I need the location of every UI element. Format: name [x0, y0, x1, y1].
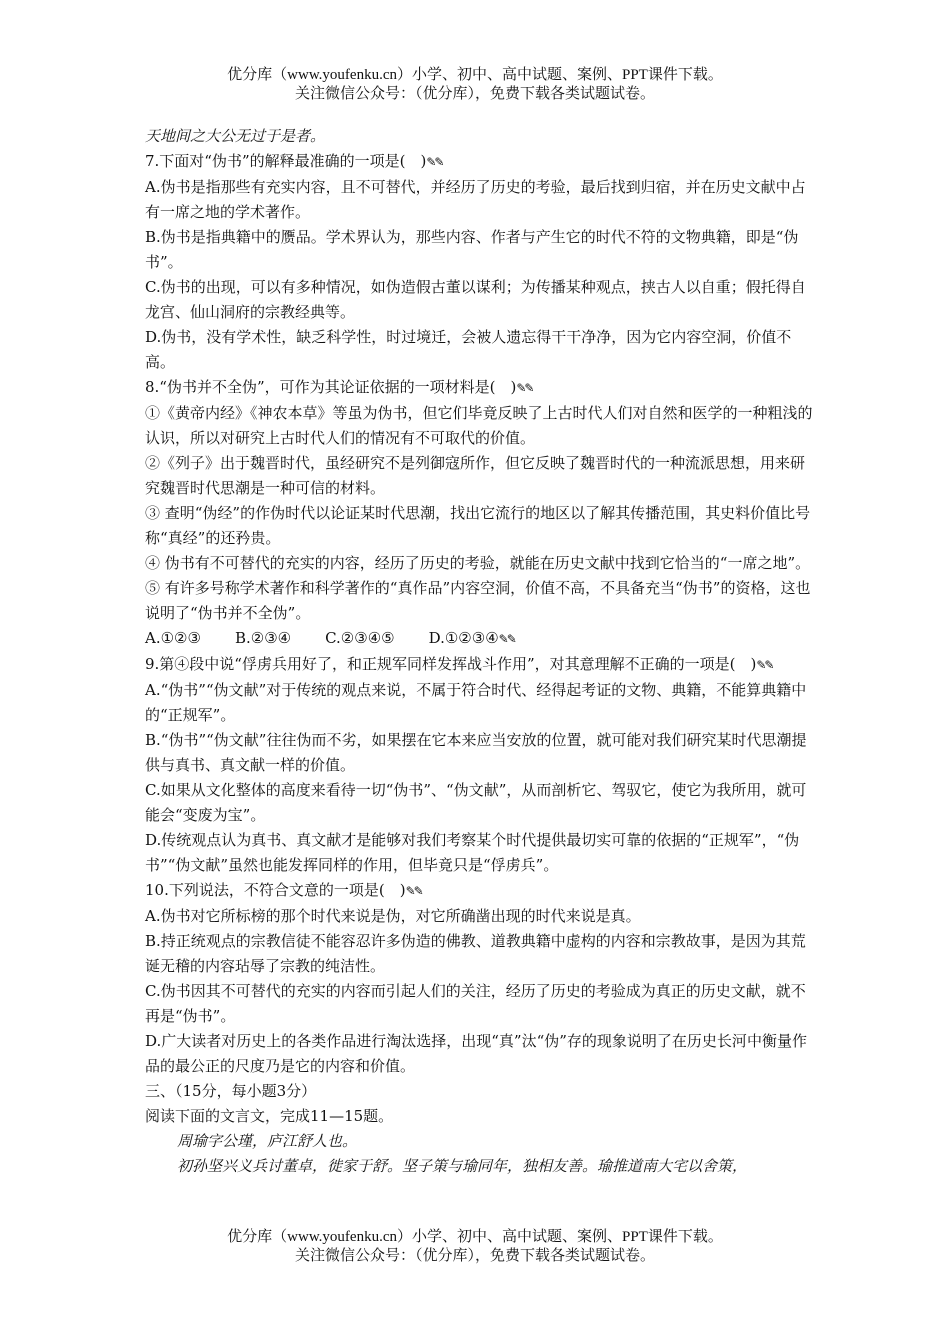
question-7 — [145, 149, 815, 375]
question-stem: 9.第④段中说“俘虏兵用好了，和正规军同样发挥战斗作用”，对其意理解不正确的一项是( ) — [145, 655, 757, 673]
question-stem: 10.下列说法，不符合文意的一项是( ) — [145, 881, 406, 899]
option-b: B.持正统观点的宗教信徒不能容忍许多伪造的佛教、道教典籍中虚构的内容和宗教故事，是因为其荒诞无稽的内容玷辱了宗教的纯洁性。 — [145, 932, 806, 975]
option-d: D.伪书，没有学术性，缺乏科学性，时过境迁，会被人遗忘得干干净净，因为它内容空洞，价值不高。 — [145, 328, 792, 371]
mark-icon: ✎✎ — [498, 632, 515, 646]
material-item: ①《黄帝内经》《神农本草》等虽为伪书，但它们毕竟反映了上古时代人们对自然和医学的一种粗浅的认识，所以对研究上古时代人们的情况有不可取代的价值。 — [145, 404, 813, 447]
page-footer — [0, 1228, 950, 1266]
passage-tail: 天地间之大公无过于是者。 — [145, 127, 326, 145]
mark-icon: ✎✎ — [756, 658, 773, 672]
option-c: C.伪书因其不可替代的充实的内容而引起人们的关注，经历了历史的考验成为真正的历史文献，就不再是“伪书”。 — [145, 982, 806, 1025]
classical-text-paragraph: 初孙坚兴义兵讨董卓，徙家于舒。坚子策与瑜同年，独相友善。瑜推道南大宅以舍策， — [177, 1157, 748, 1175]
option-d: D.广大读者对历史上的各类作品进行淘汰选择，出现“真”汰“伪”存的现象说明了在历史长河中衡量作品的最公正的尺度乃是它的内容和价值。 — [145, 1032, 807, 1075]
option-d: D.①②③④ — [428, 629, 499, 647]
material-item: ②《列子》出于魏晋时代，虽经研究不是列御寇所作，但它反映了魏晋时代的一种流派思想，用来研究魏晋时代思潮是一种可信的材料。 — [145, 454, 806, 497]
option-c: C.如果从文化整体的高度来看待一切“伪书”、“伪文献”，从而剖析它、驾驭它，使它为我所用，就可能会“变废为宝”。 — [145, 781, 807, 824]
footer-line-2: 关注微信公众号：（优分库），免费下载各类试题试卷。 — [294, 1248, 655, 1264]
document-body — [145, 124, 815, 1179]
option-b: B.伪书是指典籍中的赝品。学术界认为，那些内容、作者与产生它的时代不符的文物典籍，即是“伪书”。 — [145, 228, 799, 271]
option-a: A.伪书是指那些有充实内容，且不可替代，并经历了历史的考验，最后找到归宿，并在历史文献中占有一席之地的学术著作。 — [145, 178, 806, 221]
section-instruction: 阅读下面的文言文，完成11—15题。 — [145, 1107, 394, 1125]
answer-options — [145, 626, 815, 652]
material-item: ③ 查明“伪经”的作伪时代以论证某时代思潮，找出它流行的地区以了解其传播范围，其史料价值比号称“真经”的还矜贵。 — [145, 504, 811, 547]
mark-icon: ✎✎ — [405, 884, 422, 898]
option-a: A.“伪书”“伪文献”对于传统的观点来说，不属于符合时代、经得起考证的文物、典籍，不能算典籍中的“正规军”。 — [145, 681, 807, 724]
mark-icon: ✎✎ — [426, 155, 443, 169]
mark-icon: ✎✎ — [516, 381, 533, 395]
question-8 — [145, 375, 815, 652]
section-title: 三、（15分，每小题3分） — [145, 1082, 317, 1100]
question-stem: 8.“伪书并不全伪”，可作为其论证依据的一项材料是( ) — [145, 378, 517, 396]
section-3 — [145, 1079, 815, 1179]
option-b: B.②③④ — [234, 629, 292, 647]
question-9 — [145, 652, 815, 878]
option-b: B.“伪书”“伪文献”往往伪而不劣，如果摆在它本来应当安放的位置，就可能对我们研究某时代思潮提供与真书、真文献一样的价值。 — [145, 731, 807, 774]
material-item: ⑤ 有许多号称学术著作和科学著作的“真作品”内容空洞，价值不高，不具备充当“伪书”的资格，这也说明了“伪书并不全伪”。 — [145, 579, 811, 622]
material-item: ④ 伪书有不可替代的充实的内容，经历了历史的考验，就能在历史文献中找到它恰当的“一席之地”。 — [145, 554, 811, 572]
option-a: A.伪书对它所标榜的那个时代来说是伪，对它所确凿出现的时代来说是真。 — [145, 907, 641, 925]
header-line-2: 关注微信公众号：（优分库），免费下载各类试题试卷。 — [294, 86, 655, 102]
header-line-1: 优分库（www.youfenku.cn）小学、初中、高中试题、案例、PPT课件下载。 — [227, 67, 723, 83]
classical-text-paragraph: 周瑜字公瑾，庐江舒人也。 — [177, 1132, 358, 1150]
page-header — [0, 66, 950, 104]
option-a: A.①②③ — [145, 629, 201, 647]
option-d: D.传统观点认为真书、真文献才是能够对我们考察某个时代提供最切实可靠的依据的“正规军”，“伪书”“伪文献”虽然也能发挥同样的作用，但毕竟只是“俘虏兵”。 — [145, 831, 800, 874]
footer-line-1: 优分库（www.youfenku.cn）小学、初中、高中试题、案例、PPT课件下载。 — [227, 1229, 723, 1245]
question-10 — [145, 878, 815, 1079]
question-stem: 7.下面对“伪书”的解释最准确的一项是( ) — [145, 152, 427, 170]
option-c: C.伪书的出现，可以有多种情况，如伪造假古董以谋利；为传播某种观点，挟古人以自重；假托得自龙宫、仙山洞府的宗教经典等。 — [145, 278, 806, 321]
option-c: C.②③④⑤ — [325, 629, 395, 647]
